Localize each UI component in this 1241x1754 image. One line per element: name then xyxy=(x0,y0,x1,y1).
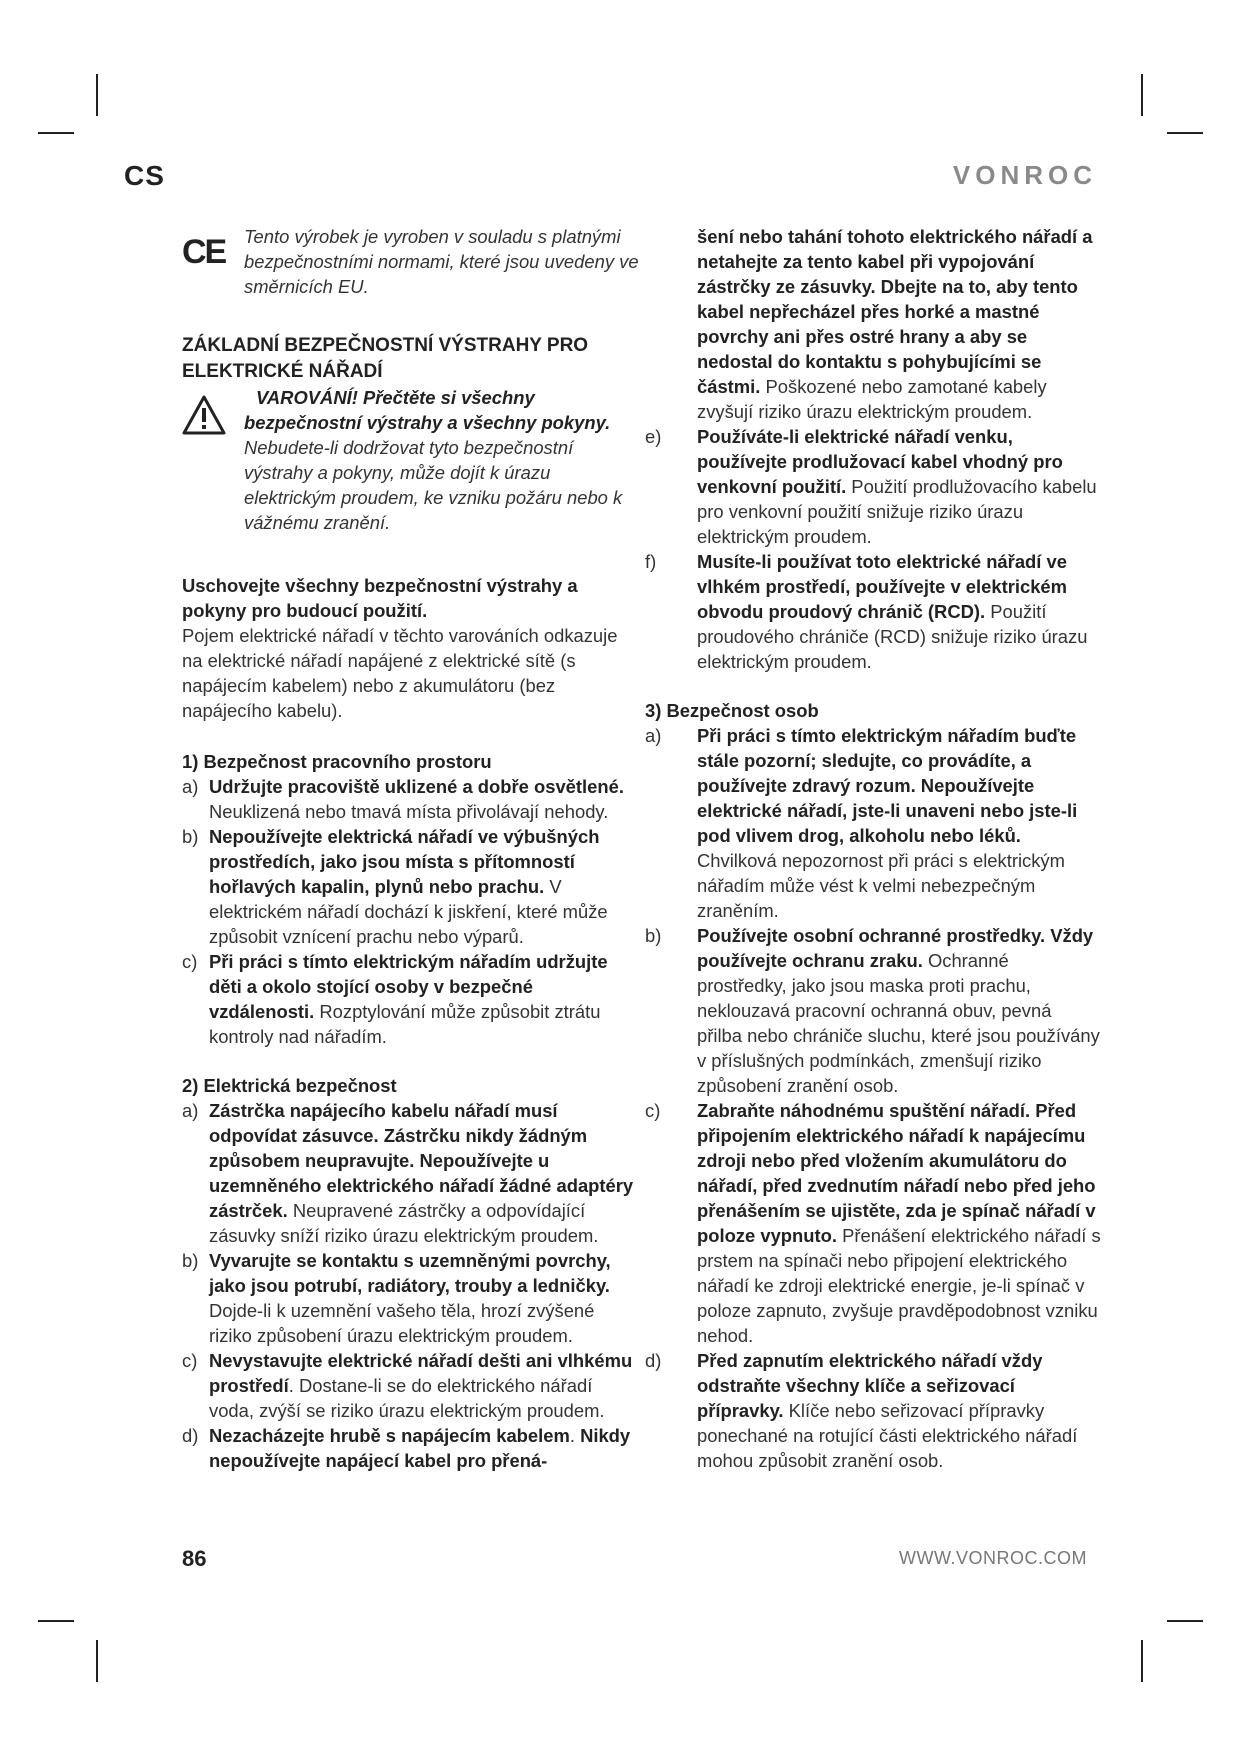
warning-bold: VAROVÁNÍ! Přečtěte si všechny bezpečnostní výstrahy a všechny pokyny. xyxy=(244,387,611,433)
item-label: c) xyxy=(645,1100,661,1121)
item-text: Ochranné prostředky, jako jsou maska proti prachu, neklouzavá pracovní ochranná obuv, pevná přilba nebo chrániče sluchu, které jsou používány v příslušných podmínkách, zmenšují riziko způsobení zranění osob. xyxy=(697,950,1100,1096)
item-label: a) xyxy=(182,776,199,797)
item-label: a) xyxy=(182,1100,199,1121)
item-text: Použití prodlužovacího kabelu pro venkovní použití snižuje riziko úrazu elektrickým proudem. xyxy=(697,476,1097,547)
section-heading-3: 3) Bezpečnost osob xyxy=(645,700,819,721)
item-bold: Vyvarujte se kontaktu s uzemněnými povrchy, jako jsou potrubí, radiátory, trouby a ledničky. xyxy=(209,1250,611,1296)
item-bold: Před zapnutím elektrického nářadí vždy odstraňte všechny klíče a seřizovací přípravky. xyxy=(697,1350,1043,1421)
item-text: Neupravené zástrčky a odpovídající zásuvky sníží riziko úrazu elektrickým proudem. xyxy=(209,1200,599,1246)
item-text: Přenášení elektrického nářadí s prstem na spínači nebo připojení elektrického nářadí ke zdroji elektrické energie, je-li spínač v poloze zapnuto, zvyšuje pravděpodobnost vzniku nehod. xyxy=(697,1225,1101,1346)
item-text: Chvilková nepozornost při práci s elektrickým nářadím může vést k velmi nebezpečným zraněním. xyxy=(697,850,1065,921)
list-item xyxy=(645,923,1101,1098)
warning-triangle-icon xyxy=(182,395,226,435)
item-bold-continued: Nikdy nepoužívejte napájecí kabel pro přená- xyxy=(209,1425,631,1471)
item-bold: Používejte osobní ochranné prostředky. Vždy používejte ochranu zraku. xyxy=(697,925,1094,971)
item-bold: Musíte-li používat toto elektrické nářadí ve vlhkém prostředí, používejte v elektrickém obvodu proudový chránič (RCD). xyxy=(697,551,1068,622)
item-label: c) xyxy=(182,951,198,972)
item-text: Použití proudového chrániče (RCD) snižuje riziko úrazu elektrickým proudem. xyxy=(697,601,1088,672)
crop-mark xyxy=(1141,1640,1143,1682)
keep-body: Pojem elektrické nářadí v těchto varováních odkazuje na elektrické nářadí napájené z elektrické sítě (s napájecím kabelem) nebo z akumulátoru (bez napájecího kabelu). xyxy=(182,625,618,721)
list-item xyxy=(182,1098,640,1248)
right-column xyxy=(645,224,1101,1473)
item-bold: šení nebo tahání tohoto elektrického nářadí a netahejte za tento kabel při vypojování zástrčky ze zásuvky. Dbejte na to, aby tento kabel nepřecházel přes horké a mastné povrchy ani přes ostré hrany a aby se nedostal do kontaktu s pohybujícími se částmi. xyxy=(697,226,1093,397)
list-item xyxy=(645,1348,1101,1473)
item-label: d) xyxy=(645,1350,662,1371)
ce-text: Tento výrobek je vyroben v souladu s platnými bezpečnostními normami, které jsou uvedeny ve směrnicích EU. xyxy=(244,226,639,297)
item-label: f) xyxy=(645,551,657,572)
warning-body: Nebudete-li dodržovat tyto bezpečnostní výstrahy a pokyny, může dojít k úrazu elektrickým proudem, ke vzniku požáru nebo k vážnému zranění. xyxy=(244,437,623,533)
list-item xyxy=(182,774,640,824)
list-item xyxy=(645,424,1101,549)
section-title: ZÁKLADNÍ BEZPEČNOSTNÍ VÝSTRAHY PRO ELEKTRICKÉ NÁŘADÍ xyxy=(182,335,589,382)
crop-mark xyxy=(1167,1620,1203,1622)
item-bold: Používáte-li elektrické nářadí venku, používejte prodlužovací kabel vhodný pro venkovní použití. xyxy=(697,426,1063,497)
section-heading-2: 2) Elektrická bezpečnost xyxy=(182,1075,397,1096)
section-heading-1: 1) Bezpečnost pracovního prostoru xyxy=(182,751,492,772)
website-url: WWW.VONROC.COM xyxy=(899,1548,1087,1568)
ce-notice xyxy=(182,224,640,299)
item-label: e) xyxy=(645,426,662,447)
list-item xyxy=(182,1248,640,1348)
list-item xyxy=(645,1098,1101,1348)
item-text: Rozptylování může způsobit ztrátu kontroly nad nářadím. xyxy=(209,1001,601,1047)
keep-bold: Uschovejte všechny bezpečnostní výstrahy a pokyny pro budoucí použití. xyxy=(182,575,578,621)
left-column xyxy=(182,224,640,1473)
item-bold: Při práci s tímto elektrickým nářadím udržujte děti a okolo stojící osoby v bezpečné vzdálenosti. xyxy=(209,951,608,1022)
crop-mark xyxy=(38,132,74,134)
list-item xyxy=(182,1423,640,1473)
warning-block xyxy=(182,385,640,535)
item-text: . xyxy=(569,1425,581,1446)
crop-mark xyxy=(96,74,98,116)
item-bold: Zabraňte náhodnému spuštění nářadí. Před připojením elektrického nářadí k napájecímu zdroji nebo před vložením akumulátoru do nářadí, před zvednutím nářadí nebo před jeho přenášením se ujistěte, zda je spínač nářadí v poloze vypnuto. xyxy=(697,1100,1096,1246)
item-label: b) xyxy=(182,826,199,847)
item-label: a) xyxy=(645,725,662,746)
item-bold: Udržujte pracoviště uklizené a dobře osvětlené. xyxy=(209,776,624,797)
item-label: b) xyxy=(645,925,662,946)
item-bold: Při práci s tímto elektrickým nářadím buďte stále pozorní; sledujte, co provádíte, a používejte zdravý rozum. Nepoužívejte elektrické nářadí, jste-li unaveni nebo jste-li pod vlivem drog, alkoholu nebo léků. xyxy=(697,725,1078,846)
language-code: CS xyxy=(124,160,165,191)
item-text: . Dostane-li se do elektrického nářadí voda, zvýší se riziko úrazu elektrickým proudem. xyxy=(209,1375,605,1421)
keep-instructions xyxy=(182,573,640,623)
crop-mark xyxy=(1167,132,1203,134)
item-text: Poškozené nebo zamotané kabely zvyšují riziko úrazu elektrickým proudem. xyxy=(697,376,1047,422)
page-number: 86 xyxy=(182,1546,207,1571)
item-label: b) xyxy=(182,1250,199,1271)
list-item xyxy=(182,949,640,1049)
warning-text xyxy=(244,385,640,535)
item-text: Dojde-li k uzemnění vašeho těla, hrozí zvýšené riziko způsobení úrazu elektrickým proudem. xyxy=(209,1300,595,1346)
item-text: Neuklizená nebo tmavá místa přivolávají nehody. xyxy=(209,801,609,822)
item-text: Klíče nebo seřizovací přípravky ponechané na rotující části elektrického nářadí mohou způsobit zranění osob. xyxy=(697,1400,1078,1471)
item-text: V elektrickém nářadí dochází k jiskření, které může způsobit vznícení prachu nebo výparů. xyxy=(209,876,608,947)
item-bold: Nevystavujte elektrické nářadí dešti ani vlhkému prostředí xyxy=(209,1350,633,1396)
item-label: c) xyxy=(182,1350,198,1371)
brand-logo: VONROC xyxy=(952,160,1097,190)
list-item xyxy=(645,549,1101,674)
item-bold: Zástrčka napájecího kabelu nářadí musí odpovídat zásuvce. Zástrčku nikdy žádným způsobem neupravujte. Nepoužívejte u uzemněného elektrického nářadí žádné adaptéry zástrček. xyxy=(209,1100,634,1221)
list-item xyxy=(645,723,1101,923)
crop-mark xyxy=(38,1620,74,1622)
item-label: d) xyxy=(182,1425,199,1446)
list-item-continuation xyxy=(671,224,1101,424)
list-item xyxy=(182,824,640,949)
crop-mark xyxy=(1141,74,1143,116)
item-bold: Nezacházejte hrubě s napájecím kabelem xyxy=(209,1425,570,1446)
ce-mark-icon: CE xyxy=(182,233,226,271)
crop-mark xyxy=(96,1640,98,1682)
list-item xyxy=(182,1348,640,1423)
item-bold: Nepoužívejte elektrická nářadí ve výbušných prostředích, jako jsou místa s přítomností hořlavých kapalin, plynů nebo prachu. xyxy=(209,826,600,897)
